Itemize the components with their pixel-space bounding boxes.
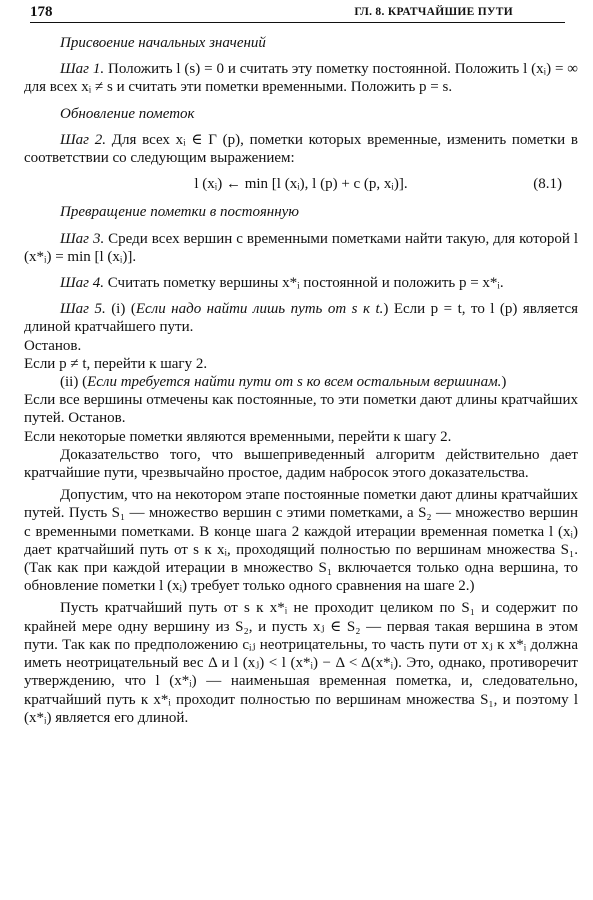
step-1-text: Положить l (s) = 0 и считать эту пометку постоянной. Положить l (xᵢ) = ∞ для всех xᵢ ≠ s и считать эти пометки временными. Положить p = s. [24,61,579,96]
page-header [30,2,565,23]
step-3 [24,230,578,266]
subheading-update-labels: Обновление пометок [60,105,195,122]
running-title: ГЛ. 8. КРАТЧАЙШИЕ ПУТИ [354,6,513,18]
paragraph-assumption: Допустим, что на некотором этапе постоянные пометки дают длины кратчайших путей. Пусть S₁ — множество вершин с этими пометками, а S₂ — множество вершин с временными пометками. В конце шага 2 каждой итерации временная пометка l (xᵢ) дает кратчайший путь от s к xᵢ, проходящий полностью по вершинам множества S₁. (Так как при каждой итерации в множество S₁ включается только одна вершина, то обновление пометки l (xᵢ) требует только одного сравнения на шаге 2.) [24,487,578,595]
stop-line-1: Останов. [24,337,82,354]
step-3-text: Среди всех вершин с временными пометками найти такую, для которой l (x*ᵢ) = min [l (xᵢ)]. [24,230,578,265]
step-5-ii [24,373,578,391]
step-4 [24,274,578,292]
step-3-label: Шаг 3. [60,230,105,247]
page-body [24,34,578,727]
some-temporary-line: Если некоторые пометки являются временными, перейти к шагу 2. [24,428,452,445]
step-5 [24,300,578,336]
step-2-text: Для всех xᵢ ∈ Γ (p), пометки которых временные, изменить пометки в соответствии со следующим выражением: [24,131,578,167]
page-number: 178 [30,3,53,20]
paragraph-proof-intro: Доказательство того, что вышеприведенный алгоритм действительно дает кратчайшие пути, чрезвычайно простое, дадим набросок этого доказательства. [24,446,578,482]
all-permanent-line: Если все вершины отмечены как постоянные, то эти пометки дают длины кратчайших путей. Останов. [24,392,578,427]
step-4-text: Считать пометку вершины x*ᵢ постоянной и положить p = x*ᵢ. [104,275,504,292]
subheading-make-permanent: Превращение пометки в постоянную [60,204,299,221]
step-5-condition: Если надо найти лишь путь от s к t. [135,301,384,318]
if-not-t-line: Если p ≠ t, перейти к шагу 2. [24,355,208,372]
step-5-ii-condition: Если требуется найти пути от s ко всем остальным вершинам. [87,374,502,391]
subheading-initial-values: Присвоение начальных значений [60,35,266,51]
step-2 [24,131,578,167]
formula-8-1 [24,175,578,193]
step-2-label: Шаг 2. [60,131,106,148]
step-5-text: (i) ( [105,301,136,318]
step-1-label: Шаг 1. [60,61,105,78]
paragraph-contradiction: Пусть кратчайший путь от s к x*ᵢ не проходит целиком по S₁ и содержит по крайней мере одну вершину из S₂, и пусть xⱼ ∈ S₂ — первая такая вершина в этом пути. Так как по предположению cᵢⱼ неотрицательны, то часть пути от xⱼ к x*ᵢ должна иметь неотрицательный вес Δ и l (xⱼ) < l (x*ᵢ) − Δ < Δ(x*ᵢ). Это, однако, противоречит утверждению, что l (x*ᵢ) — наименьшая временная пометка, и, следовательно, кратчайший путь к x*ᵢ проходит полностью по вершинам множества S₁, и поэтому l (x*ᵢ) является его длиной. [24,600,578,726]
step-5-ii-open: (ii) ( [60,374,88,391]
step-5-rest: ) Если p = t, то l (p) является длиной кратчайшего пути. [24,301,579,336]
step-5-label: Шаг 5. [60,301,106,318]
step-5-ii-close: ) [501,374,507,391]
step-4-label: Шаг 4. [60,275,104,292]
formula-number: (8.1) [533,176,562,193]
step-1 [24,60,578,96]
formula-text: l (xᵢ) ← min [l (xᵢ), l (p) + c (p, xᵢ)]. [194,176,408,193]
